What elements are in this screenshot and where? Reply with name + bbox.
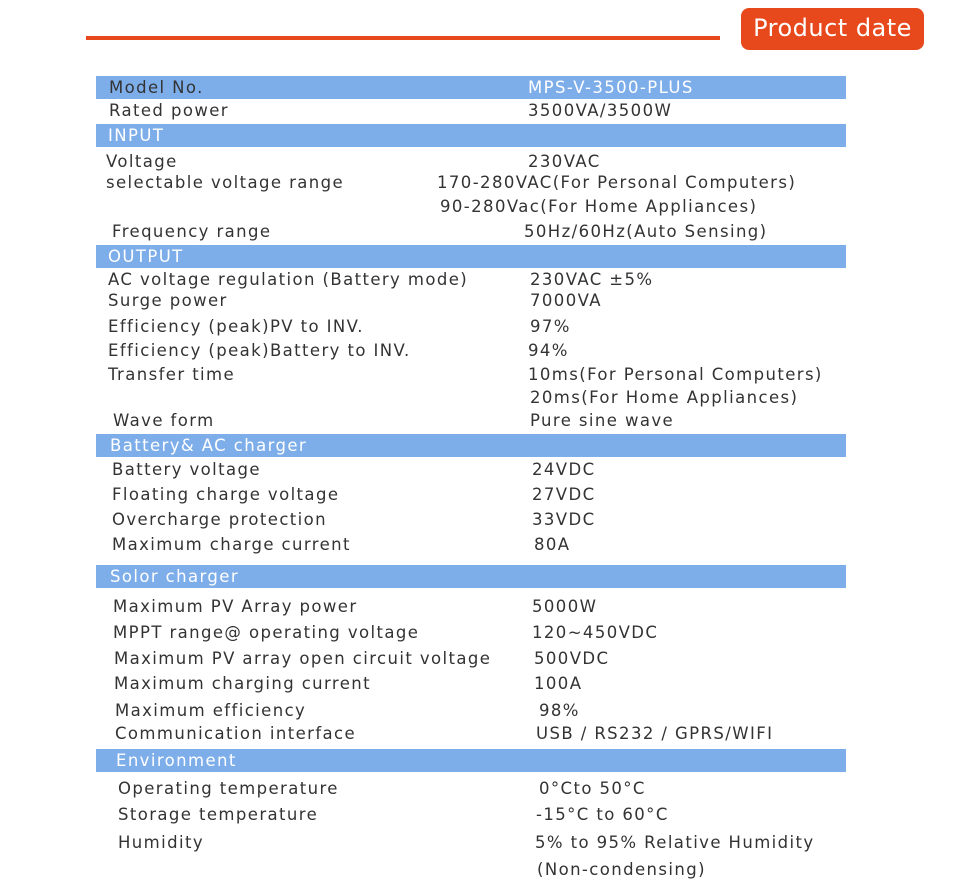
- model-row-bar: [96, 76, 846, 99]
- operating-temp-label: Operating temperature: [118, 779, 339, 798]
- max-charge-current-label: Maximum charge current: [112, 535, 351, 554]
- max-charging-current-value: 100A: [534, 674, 583, 693]
- efficiency-pv-value: 97%: [530, 317, 571, 336]
- voltage-range-label: selectable voltage range: [106, 173, 345, 192]
- mppt-range-label: MPPT range@ operating voltage: [113, 623, 420, 642]
- humidity-label: Humidity: [118, 833, 205, 852]
- communication-interface-label: Communication interface: [115, 724, 357, 743]
- voltage-range-value-2: 90-280Vac(For Home Appliances): [440, 197, 758, 216]
- efficiency-battery-label: Efficiency (peak)Battery to INV.: [108, 341, 411, 360]
- ac-regulation-value: 230VAC ±5%: [530, 270, 654, 289]
- max-charge-current-value: 80A: [534, 535, 571, 554]
- max-pv-power-value: 5000W: [532, 597, 598, 616]
- transfer-time-value-1: 10ms(For Personal Computers): [528, 365, 823, 384]
- battery-section-title: Battery& AC charger: [110, 436, 308, 455]
- floating-charge-value: 27VDC: [532, 485, 596, 504]
- humidity-value-2: (Non-condensing): [537, 860, 706, 879]
- model-label: Model No.: [109, 78, 204, 97]
- humidity-value-1: 5% to 95% Relative Humidity: [535, 833, 815, 852]
- rated-power-value: 3500VA/3500W: [528, 101, 673, 120]
- product-date-badge: Product date: [741, 8, 924, 50]
- transfer-time-label: Transfer time: [108, 365, 236, 384]
- input-section-bar: [96, 124, 846, 147]
- pv-open-circuit-value: 500VDC: [534, 649, 610, 668]
- header-divider-line: [86, 36, 720, 40]
- output-section-title: OUTPUT: [108, 247, 184, 266]
- efficiency-battery-value: 94%: [528, 341, 569, 360]
- battery-voltage-label: Battery voltage: [112, 460, 261, 479]
- input-section-title: INPUT: [108, 126, 165, 145]
- operating-temp-value: 0°Cto 50°C: [539, 779, 646, 798]
- efficiency-pv-label: Efficiency (peak)PV to INV.: [108, 317, 364, 336]
- environment-section-title: Environment: [116, 751, 237, 770]
- frequency-range-label: Frequency range: [112, 222, 272, 241]
- transfer-time-value-2: 20ms(For Home Appliances): [530, 388, 799, 407]
- max-charging-current-label: Maximum charging current: [114, 674, 372, 693]
- surge-power-label: Surge power: [108, 291, 228, 310]
- voltage-range-value-1: 170-280VAC(For Personal Computers): [437, 173, 797, 192]
- storage-temp-label: Storage temperature: [118, 805, 319, 824]
- storage-temp-value: -15°C to 60°C: [536, 805, 669, 824]
- frequency-range-value: 50Hz/60Hz(Auto Sensing): [524, 222, 768, 241]
- communication-interface-value: USB / RS232 / GPRS/WIFI: [536, 724, 774, 743]
- overcharge-protection-value: 33VDC: [532, 510, 596, 529]
- model-value: MPS-V-3500-PLUS: [528, 78, 694, 97]
- max-pv-power-label: Maximum PV Array power: [113, 597, 358, 616]
- ac-regulation-label: AC voltage regulation (Battery mode): [108, 270, 469, 289]
- wave-form-label: Wave form: [113, 411, 215, 430]
- floating-charge-label: Floating charge voltage: [112, 485, 340, 504]
- output-section-bar: [96, 245, 846, 268]
- surge-power-value: 7000VA: [530, 291, 602, 310]
- voltage-value: 230VAC: [528, 152, 601, 171]
- pv-open-circuit-label: Maximum PV array open circuit voltage: [114, 649, 492, 668]
- max-efficiency-label: Maximum efficiency: [115, 701, 307, 720]
- solar-section-title: Solor charger: [110, 567, 240, 586]
- voltage-label: Voltage: [106, 152, 178, 171]
- mppt-range-value: 120~450VDC: [532, 623, 659, 642]
- overcharge-protection-label: Overcharge protection: [112, 510, 328, 529]
- wave-form-value: Pure sine wave: [530, 411, 675, 430]
- battery-voltage-value: 24VDC: [532, 460, 596, 479]
- max-efficiency-value: 98%: [539, 701, 580, 720]
- rated-power-label: Rated power: [109, 101, 229, 120]
